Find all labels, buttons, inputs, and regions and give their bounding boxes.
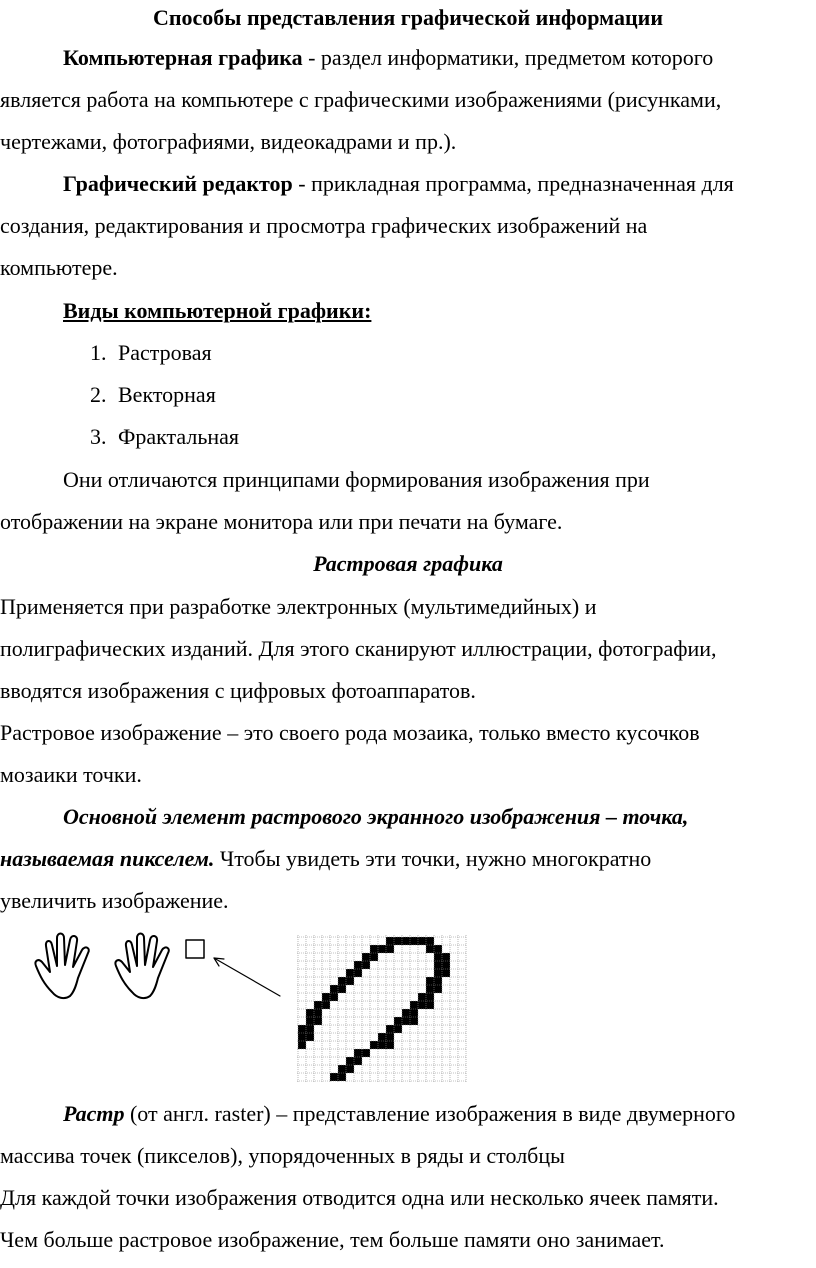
pixel <box>418 993 426 1001</box>
zoom-arrow <box>214 958 280 996</box>
pixel <box>378 1041 386 1049</box>
zoom-box <box>186 940 204 958</box>
raster-heading: Растровая графика <box>313 551 503 576</box>
pixel <box>378 1033 386 1041</box>
list-label: Векторная <box>118 382 216 407</box>
pixel <box>346 977 354 985</box>
pixel <box>370 953 378 961</box>
pixel <box>394 1017 402 1025</box>
paragraph-raster-line-3: Для каждой точки изображения отводится одна или несколько ячеек памяти. <box>0 1185 719 1210</box>
pixel <box>330 985 338 993</box>
paragraph-pixel-line-3: увеличить изображение. <box>0 888 229 913</box>
pixel <box>386 945 394 953</box>
pixel <box>386 937 394 945</box>
list-label: Растровая <box>118 340 212 365</box>
pixel <box>354 969 362 977</box>
paragraph-raster-line-1 <box>63 1100 735 1128</box>
paragraph-usage-line-2: полиграфических изданий. Для этого сканируют иллюстрации, фотографии, <box>0 636 717 661</box>
term-raster: Растр <box>63 1101 125 1126</box>
pixel <box>386 1033 394 1041</box>
list-item <box>90 381 216 409</box>
pixel <box>410 937 418 945</box>
hand-left-icon <box>35 934 88 999</box>
paragraph-pixel-line-1: Основной элемент растрового экранного изображения – точка, <box>63 804 689 829</box>
pixel <box>322 993 330 1001</box>
types-heading: Виды компьютерной графики: <box>63 298 372 323</box>
pixel <box>378 945 386 953</box>
pixel <box>410 1017 418 1025</box>
pixel <box>426 1001 434 1009</box>
pixel <box>434 977 442 985</box>
pixel <box>298 1041 306 1049</box>
term-graphic-editor: Графический редактор <box>63 171 293 196</box>
pixel <box>434 969 442 977</box>
pixel <box>298 1033 306 1041</box>
pixel <box>434 985 442 993</box>
pixel <box>346 969 354 977</box>
paragraph-pixel-line-2 <box>0 845 651 873</box>
pixel <box>402 1009 410 1017</box>
page-title: Способы представления графической информации <box>152 5 664 30</box>
hands-illustration <box>30 928 320 1008</box>
paragraph-usage-line-3: вводятся изображения с цифровых фотоаппаратов. <box>0 678 476 703</box>
list-number: 3. <box>90 424 107 449</box>
definition-text: - раздел информатики, предметом которого <box>302 45 714 70</box>
pixel <box>306 1025 314 1033</box>
pixel <box>346 1057 354 1065</box>
pixel <box>410 1009 418 1017</box>
paragraph-difference-line-1: Они отличаются принципами формирования изображения при <box>63 467 650 492</box>
pixel <box>330 1073 338 1081</box>
pixel <box>434 953 442 961</box>
pixel-emphasis: называемая пикселем. <box>0 846 215 871</box>
pixel <box>338 1073 346 1081</box>
pixel <box>426 977 434 985</box>
definition-graphic-editor-line-3: компьютере. <box>0 255 118 280</box>
pixel <box>306 1009 314 1017</box>
definition-computer-graphics-line-3: чертежами, фотографиями, видеокадрами и пр.). <box>0 129 457 154</box>
pixel <box>314 1001 322 1009</box>
list-label: Фрактальная <box>118 424 240 449</box>
definition-computer-graphics-line-2: является работа на компьютере с графическими изображениями (рисунками, <box>0 87 722 112</box>
pixel <box>418 1001 426 1009</box>
pixel <box>410 1001 418 1009</box>
pixel <box>354 1049 362 1057</box>
pixel <box>306 1033 314 1041</box>
definition-text: - прикладная программа, предназначенная для <box>292 171 734 196</box>
pixel <box>370 945 378 953</box>
pixel <box>442 953 450 961</box>
paragraph-raster-line-2: массива точек (пикселов), упорядоченных в ряды и столбцы <box>0 1143 565 1168</box>
definition-computer-graphics-line-1 <box>63 44 713 72</box>
raster-definition: (от англ. raster) – представление изображения в виде двумерного <box>124 1101 736 1126</box>
pixel <box>314 1009 322 1017</box>
hand-right-icon <box>115 934 168 999</box>
pixel <box>426 937 434 945</box>
pixel-text: Чтобы увидеть эти точки, нужно многократно <box>214 846 652 871</box>
pixel <box>330 993 338 1001</box>
pixel <box>322 1001 330 1009</box>
pixel <box>426 993 434 1001</box>
pixel <box>434 945 442 953</box>
list-number: 2. <box>90 382 107 407</box>
pixel <box>338 977 346 985</box>
pixel <box>306 1017 314 1025</box>
pixel <box>418 937 426 945</box>
pixel <box>426 985 434 993</box>
pixel <box>362 961 370 969</box>
pixel <box>314 1017 322 1025</box>
list-number: 1. <box>90 340 107 365</box>
paragraph-raster-line-4: Чем больше растровое изображение, тем больше памяти оно занимает. <box>0 1227 665 1252</box>
paragraph-mosaic-line-1: Растровое изображение – это своего рода мозаика, только вместо кусочков <box>0 720 700 745</box>
pixel <box>402 1017 410 1025</box>
list-item <box>90 339 212 367</box>
pixel <box>298 1025 306 1033</box>
pixel <box>426 945 434 953</box>
pixel <box>394 937 402 945</box>
pixel <box>434 961 442 969</box>
paragraph-difference-line-2: отображении на экране монитора или при печати на бумаге. <box>0 509 563 534</box>
pixel <box>354 1057 362 1065</box>
pixel <box>346 1065 354 1073</box>
pixel <box>338 1065 346 1073</box>
pixel <box>402 937 410 945</box>
pixel <box>338 985 346 993</box>
term-computer-graphics: Компьютерная графика <box>63 45 303 70</box>
pixel <box>394 1025 402 1033</box>
pixel <box>442 961 450 969</box>
pixel <box>386 1041 394 1049</box>
pixel <box>362 1049 370 1057</box>
pixel <box>386 1025 394 1033</box>
pixel <box>354 961 362 969</box>
paragraph-usage-line-1: Применяется при разработке электронных (мультимедийных) и <box>0 594 597 619</box>
pixel <box>442 969 450 977</box>
definition-graphic-editor-line-1 <box>63 170 734 198</box>
paragraph-mosaic-line-2: мозаики точки. <box>0 762 142 787</box>
pixel-grid-image <box>297 935 467 1083</box>
list-item <box>90 423 239 451</box>
definition-graphic-editor-line-2: создания, редактирования и просмотра графических изображений на <box>0 213 648 238</box>
pixel <box>362 953 370 961</box>
pixel <box>370 1041 378 1049</box>
